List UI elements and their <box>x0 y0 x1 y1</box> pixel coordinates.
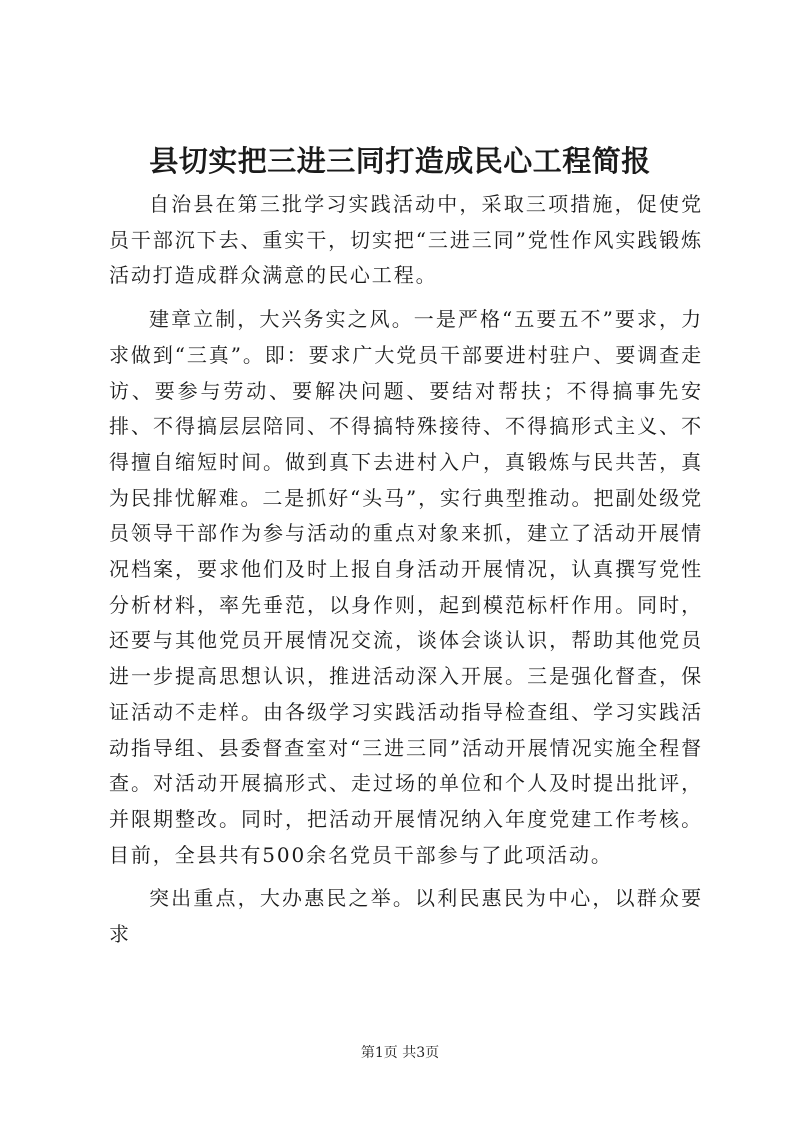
paragraph-key-points: 突出重点，大办惠民之举。以利民惠民为中心，以群众要求 <box>109 886 703 947</box>
document-title: 县切实把三进三同打造成民心工程简报 <box>149 144 651 178</box>
document-body <box>109 187 703 953</box>
paragraph-intro: 自治县在第三批学习实践活动中，采取三项措施，促使党员干部沉下去、重实干，切实把“三进三同”党性作风实践锻炼活动打造成群众满意的民心工程。 <box>109 192 703 288</box>
paragraph-regulations: 建章立制，大兴务实之风。一是严格“五要五不”要求，力求做到“三真”。即：要求广大党员干部要进村驻户、要调查走访、要参与劳动、要解决问题、要结对帮扶；不得搞事先安排、不得搞层层陪同、不得搞特殊接待、不得搞形式主义、不得擅自缩短时间。做到真下去进村入户，真锻炼与民共苦，真为民排忧解难。二是抓好“头马”，实行典型推动。把副处级党员领导干部作为参与活动的重点对象来抓，建立了活动开展情况档案，要求他们及时上报自身活动开展情况，认真撰写党性分析材料，率先垂范，以身作则，起到模范标杆作用。同时，还要与其他党员开展情况交流，谈体会谈认识，帮助其他党员进一步提高思想认识，推进活动深入开展。三是强化督查，保证活动不走样。由各级学习实践活动指导检查组、学习实践活动指导组、县委督查室对“三进三同”活动开展情况实施全程督查。对活动开展搞形式、走过场的单位和个人及时提出批评，并限期整改。同时，把活动开展情况纳入年度党建工作考核。目前，全县共有500余名党员干部参与了此项活动。 <box>109 307 703 867</box>
page-number-footer: 第1页 共3页 <box>360 1045 440 1061</box>
